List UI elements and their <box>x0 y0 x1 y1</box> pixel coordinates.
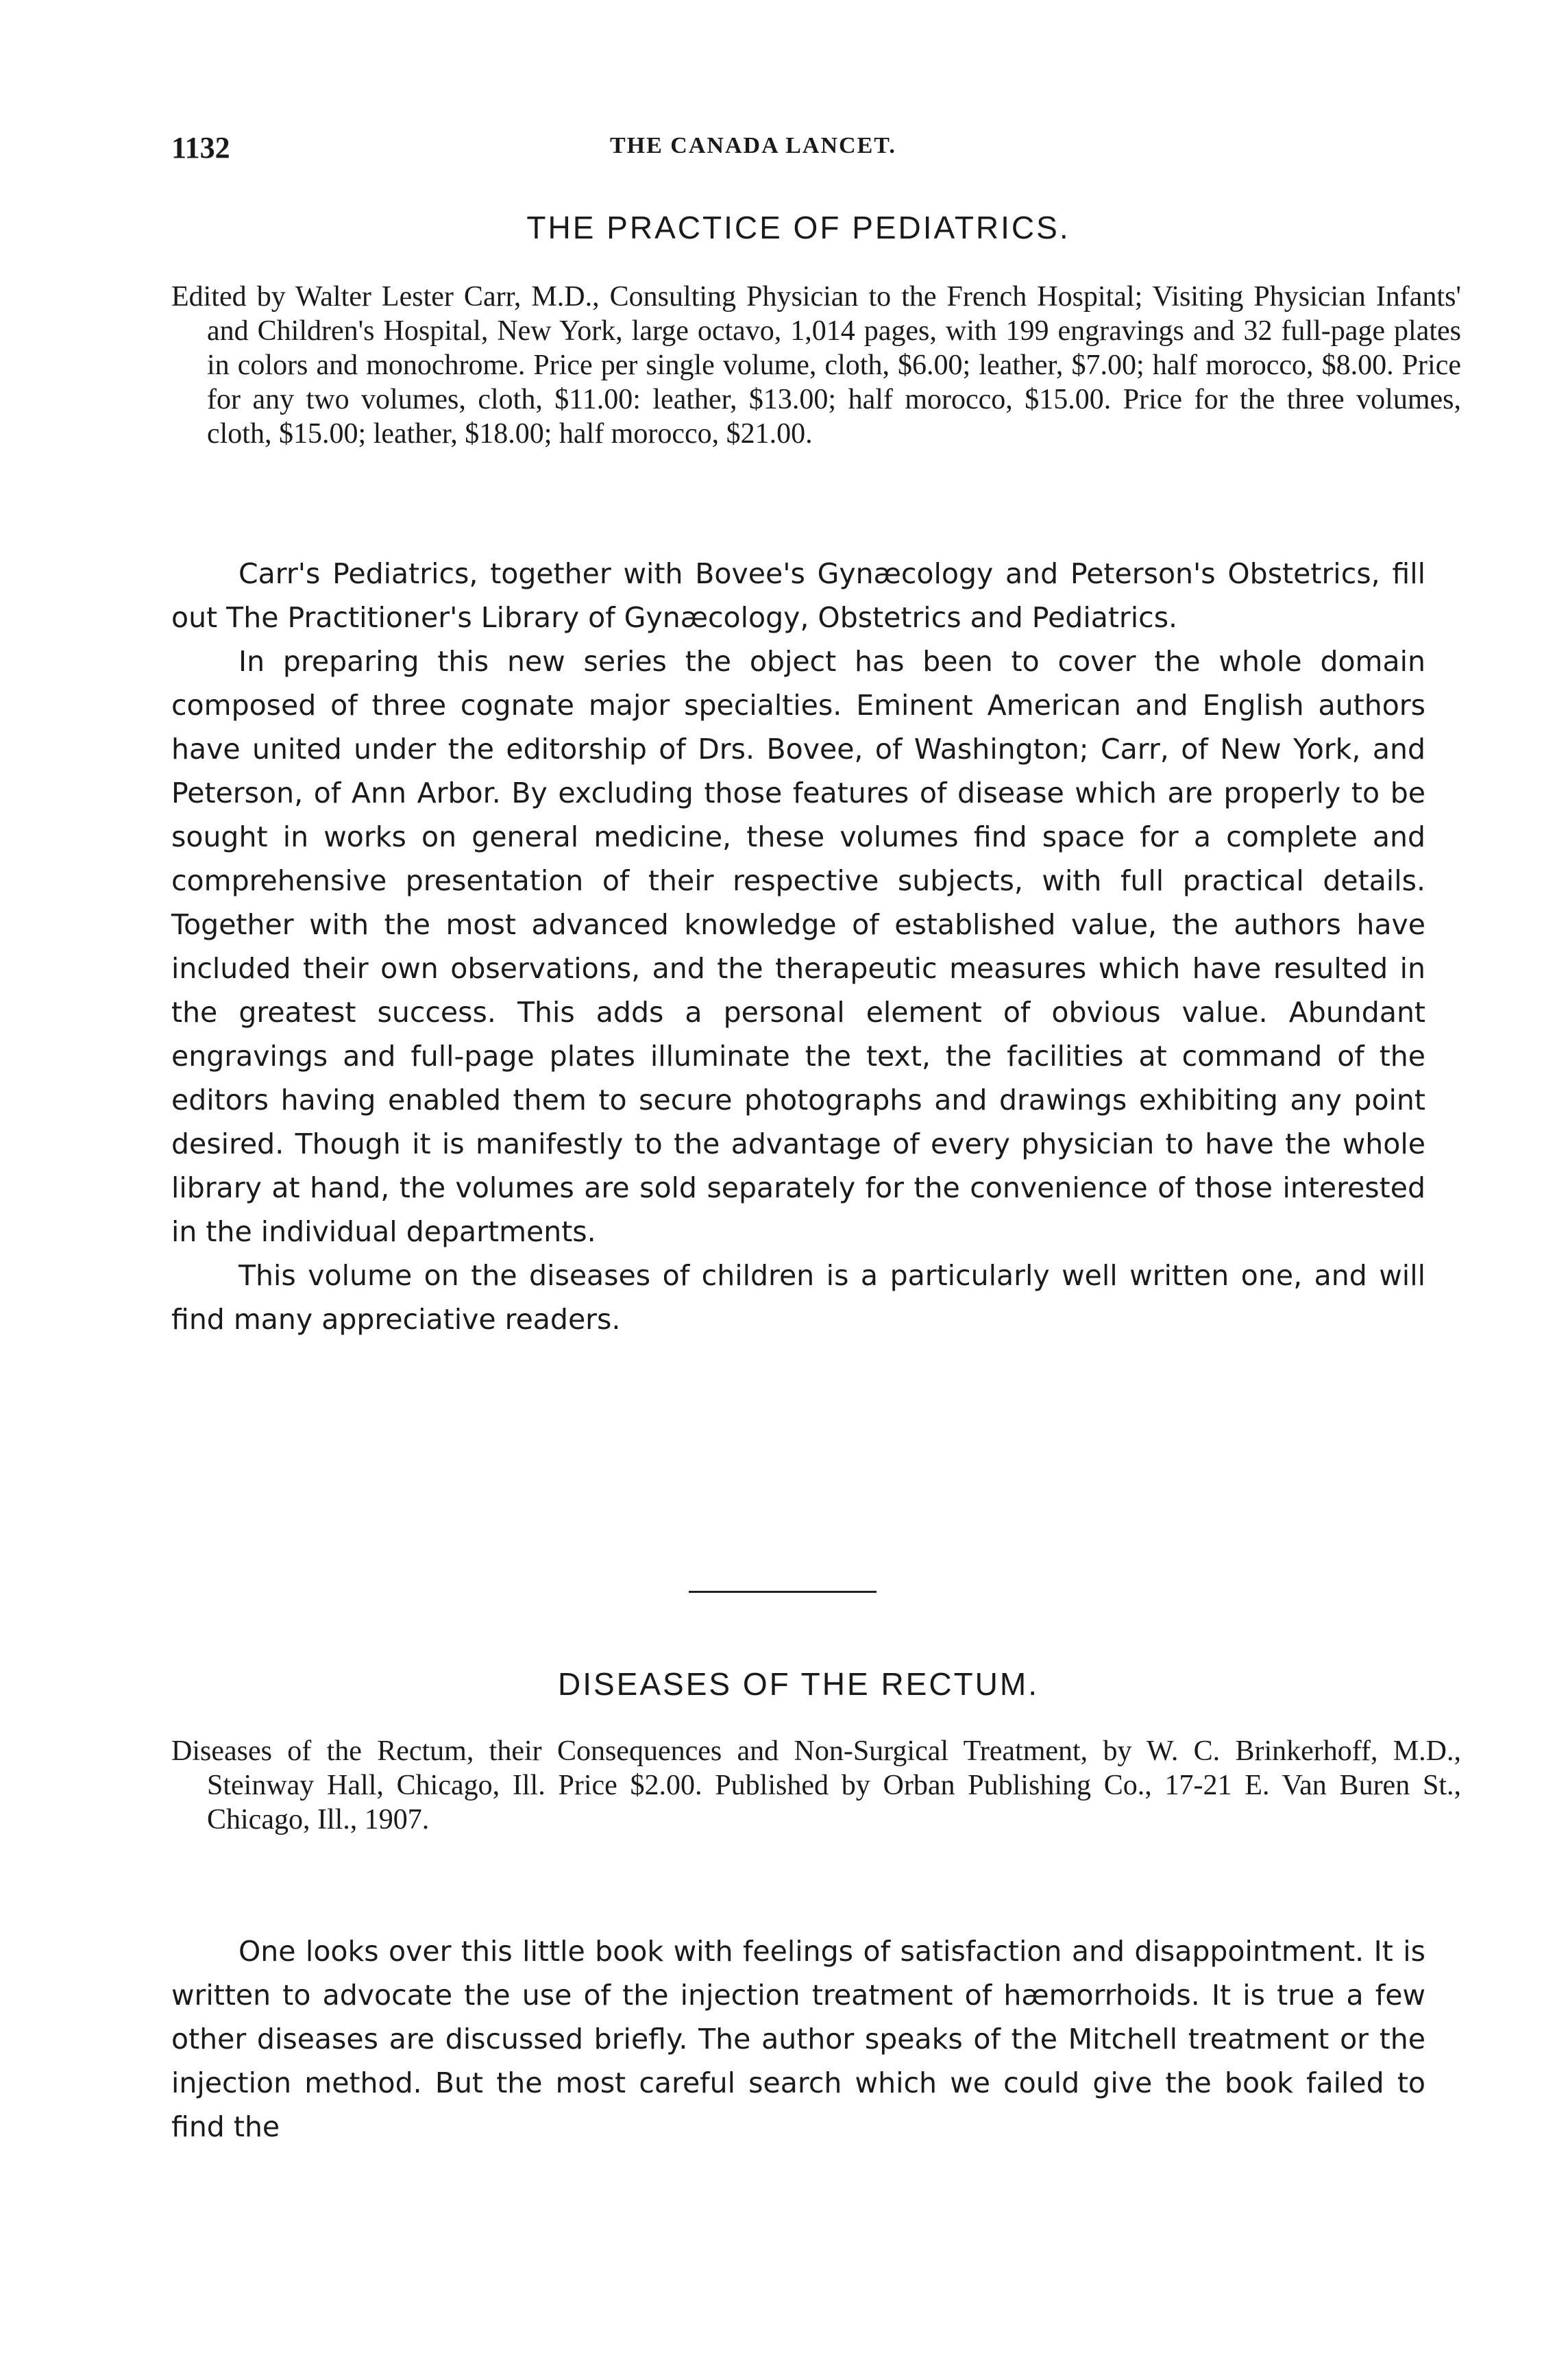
citation-rectum: Diseases of the Rectum, their Consequences and Non-Surgical Treatment, by W. C. Brinkerhoff, M.D., Steinway Hall, Chicago, Ill. Price $2.00. Published by Orban Publishing Co., 17-21 E. Van Buren St., Chicago, Ill., 1907. <box>171 1735 1461 1835</box>
citation-pediatrics: Edited by Walter Lester Carr, M.D., Consulting Physician to the French Hospital; Visiting Physician Infants' and Children's Hospital, New York, large octavo, 1,014 pages, with 199 engravings and 32 full-page plates in colors and monochrome. Price per single volume, cloth, $6.00; leather, $7.00; half morocco, $8.00. Price for any two volumes, cloth, $11.00: leather, $13.00; half morocco, $15.00. Price for the three volumes, cloth, $15.00; leather, $18.00; half morocco, $21.00. <box>171 281 1461 450</box>
paragraph: One looks over this little book with feelings of satisfaction and disappointment. It is written to advocate the use of the injection treatment of hæmorrhoids. It is true a few other diseases are discussed briefly. The author speaks of the Mitchell treatment or the injection method. But the most careful search which we could give the book failed to find the <box>171 1935 1425 2143</box>
review-body-rectum <box>171 1929 1425 2149</box>
journal-title: THE CANADA LANCET. <box>610 133 896 158</box>
running-head <box>171 130 1425 164</box>
page-number: 1132 <box>171 131 230 164</box>
paragraph: In preparing this new series the object has been to cover the whole domain composed of three cognate major specialties. Eminent American and English authors have united under the editorship of Drs. Bovee, of Washington; Carr, of New York, and Peterson, of Ann Arbor. By excluding those features of disease which are properly to be sought in works on general medicine, these volumes find space for a complete and comprehensive presentation of their respective subjects, with full practical details. Together with the most advanced knowledge of established value, the authors have included their own observations, and the therapeutic measures which have resulted in the greatest success. This adds a personal element of obvious value. Abundant engravings and full-page plates illuminate the text, the facilities at command of the editors having enabled them to secure photographs and drawings exhibiting any point desired. Though it is manifestly to the advantage of every physician to have the whole library at hand, the volumes are sold separately for the convenience of those interested in the individual departments. <box>171 645 1425 1248</box>
paragraph: This volume on the diseases of children is a particularly well written one, and will find many appreciative readers. <box>171 1259 1425 1336</box>
paragraph: Carr's Pediatrics, together with Bovee's Gynæcology and Peterson's Obstetrics, fill out The Practitioner's Library of Gynæcology, Obstetrics and Pediatrics. <box>171 557 1425 634</box>
review-title-rectum: DISEASES OF THE RECTUM. <box>557 1666 1040 1702</box>
review-body-pediatrics <box>171 552 1425 1341</box>
review-title-pediatrics: THE PRACTICE OF PEDIATRICS. <box>526 210 1070 245</box>
section-divider <box>689 1591 877 1593</box>
